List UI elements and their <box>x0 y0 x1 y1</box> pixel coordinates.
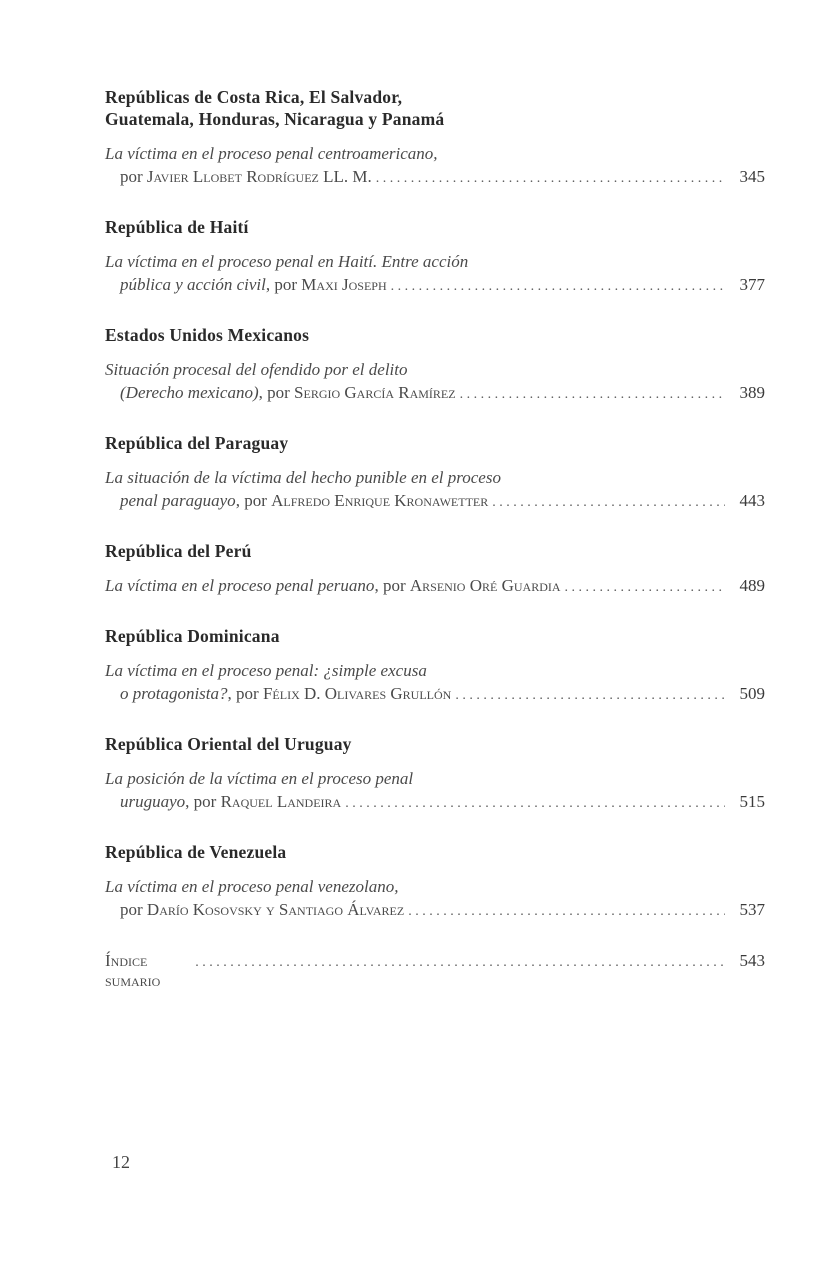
toc-entry-index[interactable] <box>105 951 765 991</box>
entry-title: La posición de la víctima en el proceso penal <box>105 769 414 788</box>
entry-page-number: 489 <box>739 576 765 595</box>
entry-byline <box>120 682 451 705</box>
entry-author: Maxi Joseph <box>301 275 387 294</box>
toc-section-haiti <box>105 216 765 298</box>
entry-page-number: 443 <box>739 491 765 510</box>
entry-author: Sergio García Ramírez <box>294 383 456 402</box>
section-title: República del Paraguay <box>105 433 289 453</box>
section-title: Estados Unidos Mexicanos <box>105 325 310 345</box>
entry-title: Situación procesal del ofendido por el delito <box>105 360 408 379</box>
entry-por: , por <box>374 576 410 595</box>
entry-last-line <box>105 273 765 298</box>
section-title: República Dominicana <box>105 626 280 646</box>
toc-section-costa-rica <box>105 86 765 190</box>
dot-leader <box>565 576 725 599</box>
entry-title: La víctima en el proceso penal venezolano, <box>105 877 399 896</box>
entry-last-line <box>105 489 765 514</box>
toc-entry[interactable] <box>105 142 765 190</box>
index-label: Índice sumario <box>105 951 161 990</box>
entry-last-line <box>105 682 765 707</box>
dot-leader <box>455 684 725 707</box>
toc-section-venezuela <box>105 841 765 923</box>
toc-section-dominicana <box>105 625 765 707</box>
entry-byline <box>120 489 488 512</box>
entry-byline <box>105 574 561 597</box>
dot-leader <box>460 383 725 406</box>
toc-entry[interactable] <box>105 358 765 406</box>
entry-byline <box>120 898 404 921</box>
toc-entry[interactable] <box>105 767 765 815</box>
entry-author: Javier Llobet Rodríguez LL. M. <box>146 167 372 186</box>
entry-por: , por <box>235 491 272 510</box>
entry-last-line <box>105 898 765 923</box>
toc-entry[interactable] <box>105 574 765 599</box>
entry-last-line <box>105 790 765 815</box>
table-of-contents <box>105 86 765 991</box>
entry-por: por <box>120 900 147 919</box>
page-number: 12 <box>112 1152 130 1172</box>
entry-last-line <box>105 165 765 190</box>
entry-page-number: 389 <box>739 383 765 402</box>
toc-section-uruguay <box>105 733 765 815</box>
toc-section-mexico <box>105 324 765 406</box>
dot-leader <box>391 275 725 298</box>
toc-section-peru <box>105 540 765 599</box>
toc-entry[interactable] <box>105 466 765 514</box>
entry-page-number: 377 <box>739 275 765 294</box>
section-title: República del Perú <box>105 541 252 561</box>
entry-author: Alfredo Enrique Kronawetter <box>271 491 489 510</box>
section-title: República de Haití <box>105 217 249 237</box>
toc-entry[interactable] <box>105 875 765 923</box>
entry-title: La víctima en el proceso penal: ¿simple excusa <box>105 661 427 680</box>
dot-leader <box>345 792 725 815</box>
entry-page-number: 537 <box>739 900 765 919</box>
entry-por: , por <box>185 792 221 811</box>
entry-byline <box>120 381 456 404</box>
entry-title: La víctima en el proceso penal en Haití. Entre acción <box>105 252 469 271</box>
entry-title-cont: uruguayo <box>120 792 186 811</box>
dot-leader <box>492 491 725 514</box>
entry-author: Darío Kosovsky y Santiago Álvarez <box>146 900 405 919</box>
entry-last-line <box>105 381 765 406</box>
entry-title-cont: o protagonista? <box>120 684 228 703</box>
entry-byline <box>120 790 341 813</box>
entry-author: Raquel Landeira <box>220 792 342 811</box>
entry-por: , por <box>265 275 302 294</box>
entry-title: La víctima en el proceso penal peruano <box>105 576 375 595</box>
entry-por: , por <box>227 684 263 703</box>
entry-byline <box>120 273 387 296</box>
dot-leader <box>195 955 725 971</box>
dot-leader <box>408 900 725 923</box>
toc-entry[interactable] <box>105 659 765 707</box>
entry-page-number: 543 <box>739 951 765 970</box>
entry-por: , por <box>258 383 295 402</box>
entry-title-cont: (Derecho mexicano) <box>120 383 259 402</box>
entry-page-number: 509 <box>739 684 765 703</box>
toc-section-paraguay <box>105 432 765 514</box>
entry-title: La situación de la víctima del hecho punible en el proceso <box>105 468 501 487</box>
section-title: República de Venezuela <box>105 842 287 862</box>
entry-last-line <box>105 574 765 599</box>
entry-title-cont: pública y acción civil <box>120 275 266 294</box>
section-title: República Oriental del Uruguay <box>105 734 352 754</box>
entry-page-number: 515 <box>739 792 765 811</box>
entry-author: Félix D. Olivares Grullón <box>262 684 452 703</box>
toc-entry[interactable] <box>105 250 765 298</box>
section-title-line: Guatemala, Honduras, Nicaragua y Panamá <box>105 109 445 129</box>
dot-leader <box>376 167 725 190</box>
section-title <box>105 86 765 130</box>
entry-author: Arsenio Oré Guardia <box>409 576 561 595</box>
entry-byline <box>120 165 372 188</box>
entry-page-number: 345 <box>739 167 765 186</box>
entry-por: por <box>120 167 147 186</box>
entry-title: La víctima en el proceso penal centroamericano, <box>105 144 438 163</box>
entry-title-cont: penal paraguayo <box>120 491 236 510</box>
section-title-line: Repúblicas de Costa Rica, El Salvador, <box>105 87 403 107</box>
